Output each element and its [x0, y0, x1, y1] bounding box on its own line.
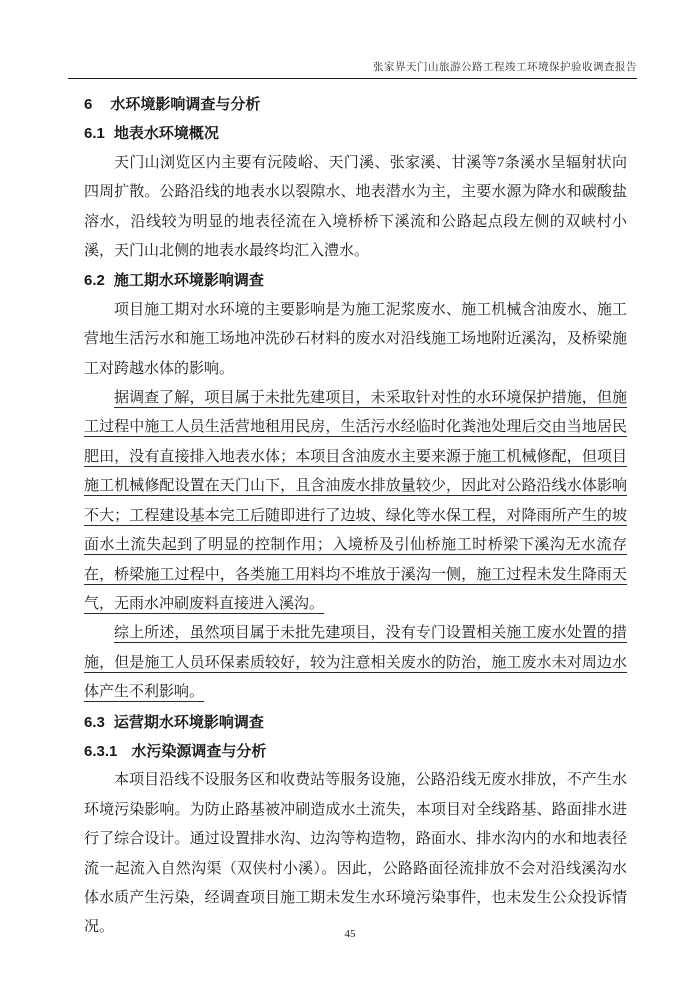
- heading-6-title: 水环境影响调查与分析: [110, 96, 261, 113]
- report-header-title: 张家界天门山旅游公路工程竣工环境保护验收调查报告: [373, 62, 637, 73]
- heading-6-2-title: 施工期水环境影响调查: [113, 272, 264, 290]
- heading-6-3-1-title: 水污染源调查与分析: [131, 742, 267, 760]
- para-construction-impact-intro: 项目施工期对水环境的主要影响是为施工泥浆废水、施工机械含油废水、施工营地生活污水和施工场地冲洗砂石材料的废水对沿线施工场地附近溪沟，及桥梁施工对跨越水体的影响。: [84, 301, 627, 377]
- heading-6-3: [84, 708, 627, 737]
- para-surface-water-overview: 天门山浏览区内主要有沅陵峪、天门溪、张家溪、甘溪等7条溪水呈辐射状向四周扩散。公路沿线的地表水以裂隙水、地表潜水为主，主要水源为降水和碳酸盐溶水，沿线较为明显的地表径流在入境桥桥下溪流和公路起点段左侧的双峡村小溪，天门山北侧的地表水最终均汇入澧水。: [84, 154, 627, 260]
- heading-6-1-number: 6.1: [84, 125, 105, 143]
- heading-6-1-title: 地表水环境概况: [113, 125, 219, 143]
- heading-6-number: 6: [84, 96, 93, 113]
- heading-6-1: [84, 119, 627, 148]
- para-construction-summary: 综上所述，虽然项目属于未批先建项目，没有专门设置相关施工废水处置的措施，但是施工人员环保素质较好，较为注意相关废水的防治，施工废水未对周边水体产生不利影响。: [84, 625, 627, 701]
- heading-6-2-number: 6.2: [84, 272, 105, 290]
- heading-6-3-title: 运营期水环境影响调查: [113, 713, 264, 731]
- heading-6: [84, 90, 627, 119]
- para-operation-pollution-source: 本项目沿线不设服务区和收费站等服务设施，公路沿线无废水排放，不产生水环境污染影响。为防止路基被冲刷造成水土流失，本项目对全线路基、路面排水进行了综合设计。通过设置排水沟、边沟等构造物，路面水、排水沟内的水和地表径流一起流入自然沟渠（双侠村小溪）。因此，公路路面径流排放不会对沿线溪沟水体水质产生污染，经调查项目施工期未发生水环境污染事件，也未发生公众投诉情况。: [84, 772, 627, 936]
- page-header: [68, 0, 637, 79]
- heading-6-3-1-number: 6.3.1: [84, 742, 118, 760]
- document-body: [84, 90, 627, 943]
- page-number: 45: [344, 928, 356, 940]
- page-footer: [0, 924, 700, 942]
- heading-6-3-1: [84, 737, 627, 766]
- heading-6-2: [84, 266, 627, 295]
- heading-6-3-number: 6.3: [84, 713, 105, 731]
- para-construction-survey-findings: 据调查了解，项目属于未批先建项目，未采取针对性的水环境保护措施，但施工过程中施工人员生活营地租用民房，生活污水经临时化粪池处理后交由当地居民肥田，没有直接排入地表水体；本项目含油废水主要来源于施工机械修配，但项目施工机械修配设置在天门山下，且含油废水排放量较少，因此对公路沿线水体影响不大；工程建设基本完工后随即进行了边坡、绿化等水保工程，对降雨所产生的坡面水土流失起到了明显的控制作用；入境桥及引仙桥施工时桥梁下溪沟无水流存在，桥梁施工过程中，各类施工用料均不堆放于溪沟一侧，施工过程未发生降雨天气，无雨水冲刷废料直接进入溪沟。: [84, 390, 627, 612]
